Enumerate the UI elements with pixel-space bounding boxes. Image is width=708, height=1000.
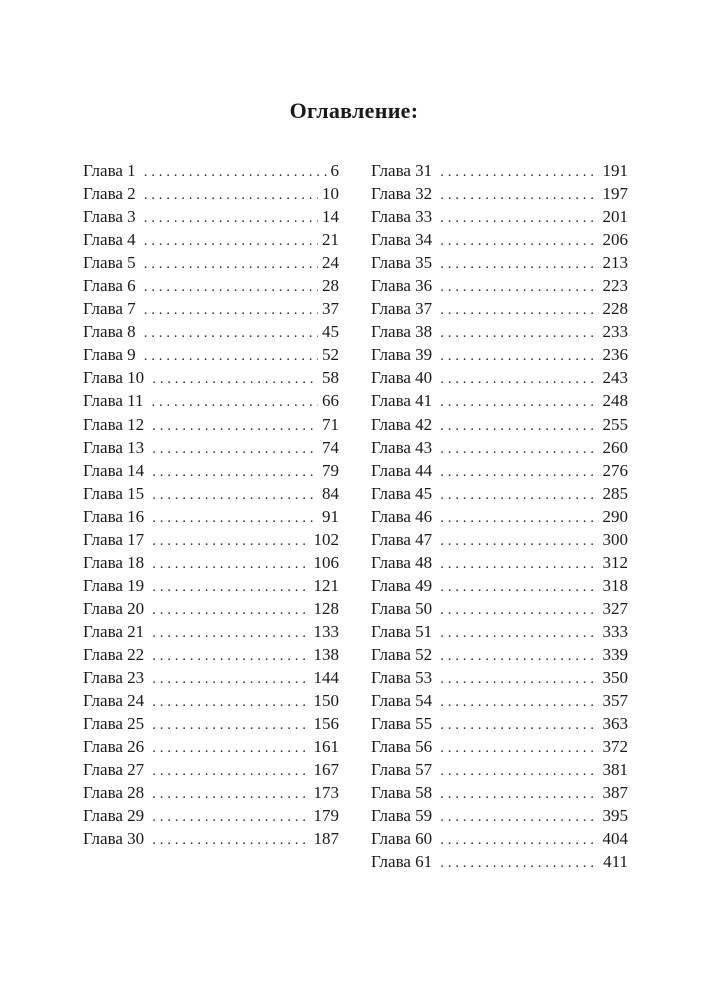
page-title: Оглавление:: [289, 98, 419, 123]
chapter-label: Глава 3: [83, 207, 136, 227]
dot-leader: [440, 230, 598, 253]
toc-entry: [83, 620, 339, 643]
toc-entry: [83, 781, 339, 804]
page-number: 121: [313, 575, 339, 595]
chapter-label: Глава 51: [371, 621, 433, 641]
page-number: 327: [602, 598, 628, 618]
chapter-label: Глава 11: [83, 391, 144, 411]
dot-leader: [440, 806, 598, 829]
page-number: 144: [313, 668, 339, 688]
chapter-label: Глава 33: [371, 207, 433, 227]
toc-entry: [83, 182, 339, 205]
dot-leader: [152, 576, 309, 599]
dot-leader: [440, 253, 598, 276]
dot-leader: [144, 276, 318, 299]
chapter-label: Глава 53: [371, 668, 433, 688]
chapter-label: Глава 25: [83, 714, 145, 734]
dot-leader: [152, 737, 309, 760]
dot-leader: [440, 599, 598, 622]
page-number: 128: [313, 598, 339, 618]
toc-entry: [83, 574, 339, 597]
dot-leader: [440, 322, 598, 345]
page-number: 213: [602, 253, 628, 273]
dot-leader: [144, 299, 318, 322]
chapter-label: Глава 37: [371, 299, 433, 319]
page-number: 318: [602, 575, 628, 595]
toc-entry: [371, 643, 628, 666]
dot-leader: [440, 207, 598, 230]
chapter-label: Глава 56: [371, 737, 433, 757]
chapter-label: Глава 8: [83, 322, 136, 342]
toc-entry: [371, 850, 628, 873]
toc-entry: [371, 297, 628, 320]
page-number: 339: [602, 644, 628, 664]
toc-entry: [371, 528, 628, 551]
toc-entry: [83, 827, 339, 850]
toc-entry: [371, 597, 628, 620]
toc-entry: [83, 251, 339, 274]
dot-leader: [440, 484, 598, 507]
page-number: 201: [602, 207, 628, 227]
toc-entry: [371, 551, 628, 574]
dot-leader: [440, 737, 598, 760]
page-number: 79: [322, 460, 339, 480]
page-number: 191: [602, 161, 628, 180]
page-number: 45: [322, 322, 339, 342]
page-number: 411: [603, 852, 628, 872]
dot-leader: [440, 345, 598, 368]
dot-leader: [440, 391, 598, 414]
page-number: 363: [602, 714, 628, 734]
toc-entry: [371, 712, 628, 735]
page-number: 52: [322, 345, 339, 365]
dot-leader: [152, 599, 309, 622]
dot-leader: [440, 184, 598, 207]
dot-leader: [440, 691, 598, 714]
toc-entry: [83, 735, 339, 758]
chapter-label: Глава 18: [83, 552, 145, 572]
chapter-label: Глава 54: [371, 691, 433, 711]
dot-leader: [144, 230, 318, 253]
page-number: 173: [313, 783, 339, 803]
chapter-label: Глава 23: [83, 668, 145, 688]
page-number: 10: [322, 184, 339, 204]
chapter-label: Глава 39: [371, 345, 433, 365]
chapter-label: Глава 1: [83, 161, 136, 180]
page-number: 24: [322, 253, 339, 273]
toc-entry: [83, 436, 339, 459]
toc-entry: [83, 597, 339, 620]
page-number: 236: [602, 345, 628, 365]
chapter-label: Глава 17: [83, 529, 145, 549]
page-number: 71: [322, 414, 339, 434]
toc-entry: [83, 666, 339, 689]
page-number: 28: [322, 276, 339, 296]
dot-leader: [440, 461, 598, 484]
page-number: 206: [602, 230, 628, 250]
page-number: 66: [322, 391, 339, 411]
toc-entry: [371, 436, 628, 459]
dot-leader: [152, 484, 318, 507]
page-number: 6: [330, 161, 339, 180]
chapter-label: Глава 4: [83, 230, 136, 250]
page-number: 58: [322, 368, 339, 388]
dot-leader: [152, 622, 309, 645]
page-number: 285: [602, 483, 628, 503]
toc-entry: [371, 804, 628, 827]
toc-entry: [371, 482, 628, 505]
chapter-label: Глава 45: [371, 483, 433, 503]
dot-leader: [440, 829, 598, 852]
dot-leader: [440, 760, 598, 783]
chapter-label: Глава 43: [371, 437, 433, 457]
chapter-label: Глава 32: [371, 184, 433, 204]
page-number: 133: [313, 621, 339, 641]
chapter-label: Глава 19: [83, 575, 145, 595]
dot-leader: [144, 207, 318, 230]
chapter-label: Глава 55: [371, 714, 433, 734]
dot-leader: [152, 530, 309, 553]
page-number: 312: [602, 552, 628, 572]
toc-entry: [371, 320, 628, 343]
toc-entry: [371, 666, 628, 689]
dot-leader: [144, 161, 327, 184]
dot-leader: [152, 645, 309, 668]
toc-entry: [83, 482, 339, 505]
chapter-label: Глава 24: [83, 691, 145, 711]
toc-entry: [83, 228, 339, 251]
toc-entry: [371, 251, 628, 274]
page-number: 91: [322, 506, 339, 526]
page-number: 233: [602, 322, 628, 342]
chapter-label: Глава 41: [371, 391, 433, 411]
page-number: 161: [313, 737, 339, 757]
dot-leader: [440, 415, 598, 438]
dot-leader: [152, 507, 318, 530]
dot-leader: [152, 368, 318, 391]
dot-leader: [440, 299, 598, 322]
toc-entry: [83, 159, 339, 182]
chapter-label: Глава 13: [83, 437, 145, 457]
toc-entry: [83, 551, 339, 574]
dot-leader: [440, 553, 598, 576]
dot-leader: [152, 714, 309, 737]
page-number: 404: [602, 829, 628, 849]
dot-leader: [440, 438, 598, 461]
toc-entry: [83, 505, 339, 528]
chapter-label: Глава 2: [83, 184, 136, 204]
dot-leader: [152, 783, 309, 806]
toc-entry: [83, 343, 339, 366]
dot-leader: [440, 368, 598, 391]
toc-entry: [83, 389, 339, 412]
toc-entry: [83, 712, 339, 735]
page-number: 102: [313, 529, 339, 549]
page-number: 37: [322, 299, 339, 319]
chapter-label: Глава 31: [371, 161, 433, 180]
dot-leader: [152, 438, 318, 461]
dot-leader: [152, 668, 309, 691]
chapter-label: Глава 12: [83, 414, 145, 434]
dot-leader: [144, 322, 318, 345]
page-number: 228: [602, 299, 628, 319]
chapter-label: Глава 47: [371, 529, 433, 549]
page-number: 21: [322, 230, 339, 250]
page-number: 243: [602, 368, 628, 388]
page-number: 248: [602, 391, 628, 411]
toc-entry: [83, 205, 339, 228]
page-number: 255: [602, 414, 628, 434]
dot-leader: [144, 345, 318, 368]
toc-entry: [371, 343, 628, 366]
dot-leader: [152, 415, 318, 438]
chapter-label: Глава 38: [371, 322, 433, 342]
page-number: 179: [313, 806, 339, 826]
chapter-label: Глава 30: [83, 829, 145, 849]
page-number: 290: [602, 506, 628, 526]
page-number: 395: [602, 806, 628, 826]
toc-entry: [83, 366, 339, 389]
chapter-label: Глава 50: [371, 598, 433, 618]
toc-entry: [371, 366, 628, 389]
page-number: 372: [602, 737, 628, 757]
chapter-label: Глава 26: [83, 737, 145, 757]
toc-entry: [83, 804, 339, 827]
chapter-label: Глава 60: [371, 829, 433, 849]
page-number: 197: [602, 184, 628, 204]
page-number: 138: [313, 644, 339, 664]
toc-entry: [83, 528, 339, 551]
page-number: 223: [602, 276, 628, 296]
dot-leader: [440, 276, 598, 299]
toc-entry: [371, 735, 628, 758]
toc-entry: [371, 182, 628, 205]
chapter-label: Глава 48: [371, 552, 433, 572]
chapter-label: Глава 42: [371, 414, 433, 434]
dot-leader: [440, 622, 598, 645]
toc-entry: [83, 459, 339, 482]
toc-entry: [83, 643, 339, 666]
chapter-label: Глава 28: [83, 783, 145, 803]
chapter-label: Глава 21: [83, 621, 145, 641]
toc-entry: [371, 689, 628, 712]
chapter-label: Глава 5: [83, 253, 136, 273]
chapter-label: Глава 58: [371, 783, 433, 803]
page-number: 187: [313, 829, 339, 849]
toc-entry: [371, 159, 628, 182]
dot-leader: [440, 852, 599, 875]
dot-leader: [440, 161, 598, 184]
toc-column-right: [371, 159, 628, 873]
chapter-label: Глава 14: [83, 460, 145, 480]
chapter-label: Глава 59: [371, 806, 433, 826]
chapter-label: Глава 20: [83, 598, 145, 618]
toc-entry: [371, 758, 628, 781]
dot-leader: [152, 691, 309, 714]
toc-entry: [371, 389, 628, 412]
toc-entry: [371, 574, 628, 597]
toc-entry: [83, 320, 339, 343]
toc-entry: [83, 758, 339, 781]
chapter-label: Глава 6: [83, 276, 136, 296]
dot-leader: [440, 668, 598, 691]
chapter-label: Глава 27: [83, 760, 145, 780]
page-number: 84: [322, 483, 339, 503]
chapter-label: Глава 10: [83, 368, 145, 388]
chapter-label: Глава 7: [83, 299, 136, 319]
toc-entry: [83, 689, 339, 712]
dot-leader: [440, 576, 598, 599]
toc-entry: [371, 827, 628, 850]
page-number: 387: [602, 783, 628, 803]
toc-entry: [83, 297, 339, 320]
dot-leader: [152, 829, 309, 852]
toc-entry: [371, 781, 628, 804]
chapter-label: Глава 35: [371, 253, 433, 273]
dot-leader: [152, 553, 309, 576]
toc-entry: [83, 274, 339, 297]
page-number: 350: [602, 668, 628, 688]
page-number: 74: [322, 437, 339, 457]
page-number: 300: [602, 529, 628, 549]
dot-leader: [144, 184, 318, 207]
toc-entry: [371, 205, 628, 228]
dot-leader: [152, 461, 318, 484]
toc-entry: [371, 620, 628, 643]
page-number: 276: [602, 460, 628, 480]
toc-entry: [371, 413, 628, 436]
page-number: 150: [313, 691, 339, 711]
dot-leader: [152, 806, 309, 829]
page-number: 156: [313, 714, 339, 734]
chapter-label: Глава 49: [371, 575, 433, 595]
page-number: 357: [602, 691, 628, 711]
chapter-label: Глава 15: [83, 483, 145, 503]
toc-column-left: [83, 159, 339, 850]
chapter-label: Глава 29: [83, 806, 145, 826]
toc-entry: [371, 274, 628, 297]
dot-leader: [440, 645, 598, 668]
dot-leader: [440, 507, 598, 530]
chapter-label: Глава 46: [371, 506, 433, 526]
page-number: 381: [602, 760, 628, 780]
chapter-label: Глава 9: [83, 345, 136, 365]
chapter-label: Глава 16: [83, 506, 145, 526]
chapter-label: Глава 22: [83, 644, 145, 664]
dot-leader: [440, 714, 598, 737]
chapter-label: Глава 36: [371, 276, 433, 296]
chapter-label: Глава 52: [371, 644, 433, 664]
toc-entry: [371, 505, 628, 528]
page-number: 333: [602, 621, 628, 641]
dot-leader: [144, 253, 318, 276]
dot-leader: [152, 760, 309, 783]
dot-leader: [440, 783, 598, 806]
chapter-label: Глава 40: [371, 368, 433, 388]
chapter-label: Глава 61: [371, 852, 433, 872]
chapter-label: Глава 44: [371, 460, 433, 480]
toc-entry: [371, 459, 628, 482]
dot-leader: [440, 530, 598, 553]
page-number: 14: [322, 207, 339, 227]
chapter-label: Глава 34: [371, 230, 433, 250]
toc-entry: [371, 228, 628, 251]
page-number: 260: [602, 437, 628, 457]
dot-leader: [152, 391, 318, 414]
toc-entry: [83, 413, 339, 436]
chapter-label: Глава 57: [371, 760, 433, 780]
page-number: 106: [313, 552, 339, 572]
page-number: 167: [313, 760, 339, 780]
